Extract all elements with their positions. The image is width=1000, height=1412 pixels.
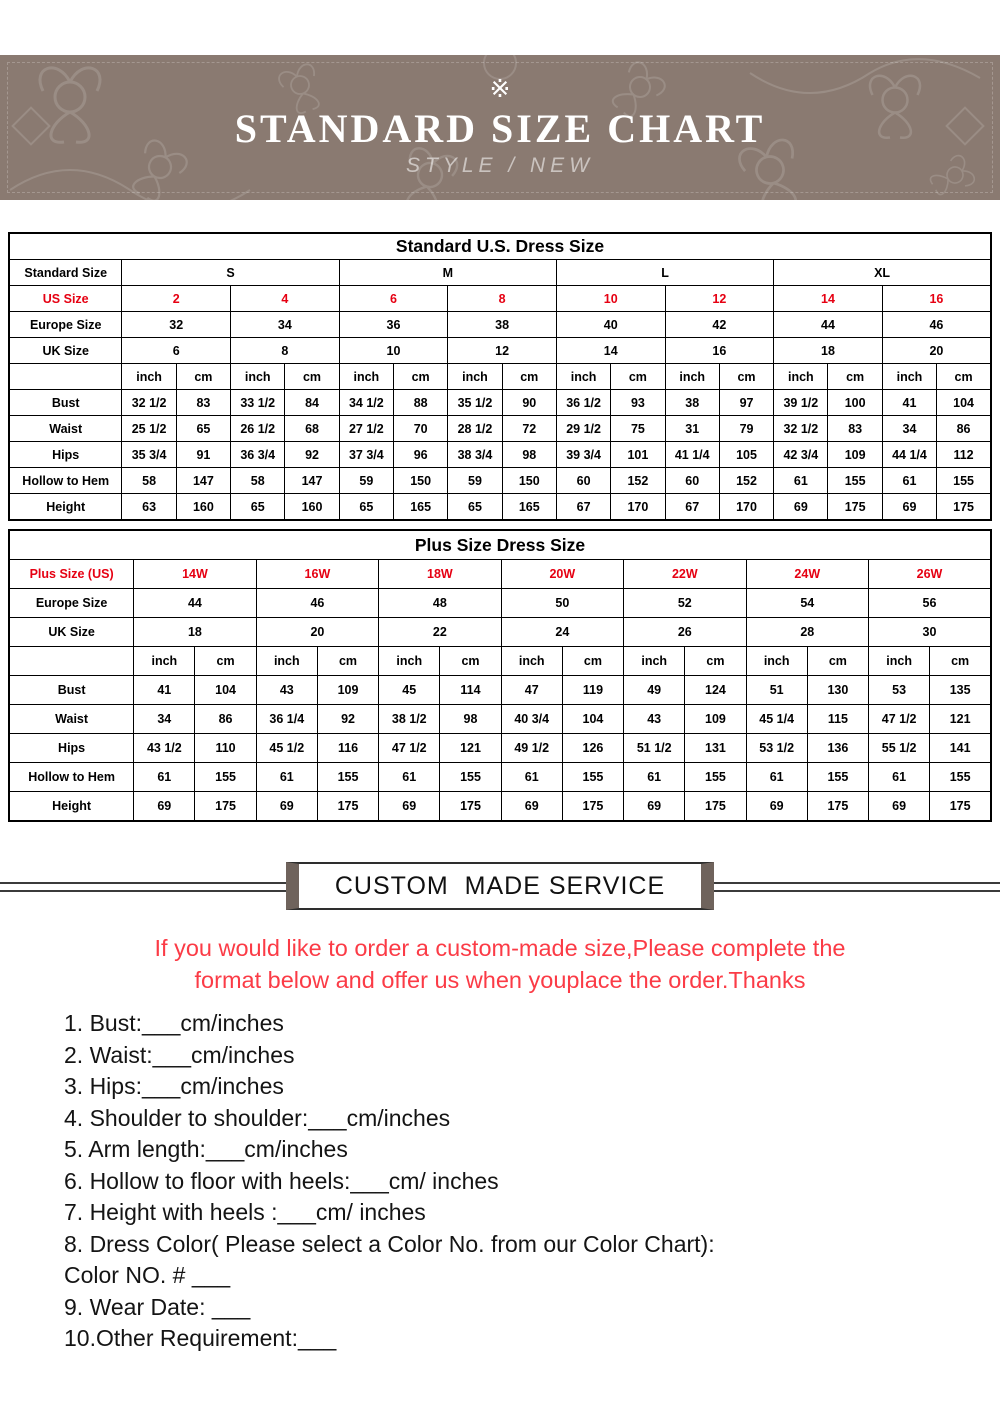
table-cell: Hollow to Hem bbox=[9, 763, 134, 792]
table-row bbox=[9, 390, 991, 416]
table-cell: 109 bbox=[317, 676, 378, 705]
table-cell: 45 1/4 bbox=[746, 705, 807, 734]
table-cell: 155 bbox=[828, 468, 882, 494]
table-cell: 61 bbox=[134, 763, 195, 792]
text-line: If you would like to order a custom-made size,Please complete the bbox=[154, 935, 846, 961]
table-cell: 98 bbox=[502, 442, 556, 468]
table-row bbox=[9, 763, 991, 792]
table-cell: 26 1/2 bbox=[231, 416, 285, 442]
table-cell: inch bbox=[665, 364, 719, 390]
table-cell: 61 bbox=[869, 763, 930, 792]
text-line: 8. Dress Color( Please select a Color No. from our Color Chart): bbox=[64, 1230, 715, 1257]
table-cell: 35 3/4 bbox=[122, 442, 176, 468]
table-cell: 32 1/2 bbox=[122, 390, 176, 416]
table-row bbox=[9, 792, 991, 822]
table-cell: cm bbox=[685, 647, 746, 676]
table-cell: 175 bbox=[937, 494, 991, 521]
table-cell: 14 bbox=[774, 286, 883, 312]
table-cell: 165 bbox=[502, 494, 556, 521]
table-cell: 34 bbox=[231, 312, 340, 338]
table-cell: 20W bbox=[501, 560, 623, 589]
table-cell: cm bbox=[440, 647, 501, 676]
table-cell: Bust bbox=[9, 676, 134, 705]
table-cell: 69 bbox=[379, 792, 440, 822]
table-cell: 92 bbox=[317, 705, 378, 734]
table-cell: 47 1/2 bbox=[379, 734, 440, 763]
table-row bbox=[9, 618, 991, 647]
table-cell: 105 bbox=[719, 442, 773, 468]
table-cell: 65 bbox=[448, 494, 502, 521]
table-cell bbox=[9, 647, 134, 676]
table-cell: 56 bbox=[869, 589, 991, 618]
table-cell: 36 3/4 bbox=[231, 442, 285, 468]
table-cell: 18W bbox=[379, 560, 501, 589]
table-cell: 115 bbox=[807, 705, 868, 734]
table-row bbox=[9, 494, 991, 521]
table-row bbox=[9, 647, 991, 676]
table-cell: 46 bbox=[882, 312, 991, 338]
table-cell: UK Size bbox=[9, 618, 134, 647]
table-cell: 114 bbox=[440, 676, 501, 705]
table-cell: 160 bbox=[176, 494, 230, 521]
custom-made-service-label: CUSTOM MADE SERVICE bbox=[334, 871, 666, 900]
table-cell: Standard U.S. Dress Size bbox=[9, 233, 991, 260]
table-cell: 131 bbox=[685, 734, 746, 763]
table-cell: inch bbox=[869, 647, 930, 676]
table-cell: 155 bbox=[317, 763, 378, 792]
table-cell: 175 bbox=[317, 792, 378, 822]
table-cell: 36 1/2 bbox=[556, 390, 610, 416]
table-cell: 8 bbox=[231, 338, 340, 364]
table-cell: inch bbox=[339, 364, 393, 390]
table-cell: 55 1/2 bbox=[869, 734, 930, 763]
table-cell: 170 bbox=[719, 494, 773, 521]
table-cell: 45 bbox=[379, 676, 440, 705]
table-row bbox=[9, 468, 991, 494]
table-cell: 60 bbox=[556, 468, 610, 494]
text-line: format below and offer us when youplace the order.Thanks bbox=[194, 967, 806, 993]
table-cell: Plus Size Dress Size bbox=[9, 530, 991, 560]
table-cell: 44 1/4 bbox=[882, 442, 936, 468]
table-cell: 58 bbox=[231, 468, 285, 494]
table-cell: 6 bbox=[339, 286, 448, 312]
table-cell: 20 bbox=[882, 338, 991, 364]
table-row bbox=[9, 364, 991, 390]
table-cell: 59 bbox=[339, 468, 393, 494]
table-cell: Standard Size bbox=[9, 260, 122, 286]
table-cell: 16 bbox=[882, 286, 991, 312]
table-cell: 29 1/2 bbox=[556, 416, 610, 442]
table-cell: 44 bbox=[774, 312, 883, 338]
table-cell: 16W bbox=[256, 560, 378, 589]
table-cell: 61 bbox=[774, 468, 828, 494]
table-cell: 75 bbox=[611, 416, 665, 442]
table-cell: 112 bbox=[937, 442, 991, 468]
table-cell: Height bbox=[9, 494, 122, 521]
table-cell: 61 bbox=[501, 763, 562, 792]
table-cell: 121 bbox=[440, 734, 501, 763]
table-cell: 175 bbox=[807, 792, 868, 822]
table-cell: 69 bbox=[774, 494, 828, 521]
table-cell: 65 bbox=[231, 494, 285, 521]
table-cell: cm bbox=[719, 364, 773, 390]
table-cell: 104 bbox=[562, 705, 623, 734]
table-cell: 69 bbox=[882, 494, 936, 521]
table-cell: 36 1/4 bbox=[256, 705, 317, 734]
text-line: Color NO. # ___ bbox=[64, 1262, 231, 1288]
custom-order-note bbox=[0, 932, 1000, 996]
table-cell: 58 bbox=[122, 468, 176, 494]
table-cell: 135 bbox=[930, 676, 991, 705]
text-line: 7. Height with heels :___cm/ inches bbox=[64, 1199, 426, 1225]
table-cell: 86 bbox=[937, 416, 991, 442]
table-cell: 61 bbox=[256, 763, 317, 792]
table-cell: inch bbox=[501, 647, 562, 676]
table-cell: 39 1/2 bbox=[774, 390, 828, 416]
custom-made-service-divider bbox=[0, 862, 1000, 912]
table-cell: 104 bbox=[195, 676, 256, 705]
table-cell: 37 3/4 bbox=[339, 442, 393, 468]
table-cell: 150 bbox=[393, 468, 447, 494]
table-cell: cm bbox=[807, 647, 868, 676]
table-cell: cm bbox=[176, 364, 230, 390]
table-cell: 30 bbox=[869, 618, 991, 647]
table-cell: 39 3/4 bbox=[556, 442, 610, 468]
table-cell: 69 bbox=[134, 792, 195, 822]
table-row bbox=[9, 260, 991, 286]
table-cell: 24W bbox=[746, 560, 868, 589]
table-cell: 104 bbox=[937, 390, 991, 416]
table-cell: cm bbox=[285, 364, 339, 390]
text-line: 2. Waist:___cm/inches bbox=[64, 1041, 295, 1068]
table-cell: 83 bbox=[828, 416, 882, 442]
table-cell: 43 1/2 bbox=[134, 734, 195, 763]
table-cell: inch bbox=[746, 647, 807, 676]
table-cell: 26W bbox=[869, 560, 991, 589]
table-cell: 40 bbox=[556, 312, 665, 338]
table-cell: 136 bbox=[807, 734, 868, 763]
plus-size-table bbox=[8, 529, 992, 822]
table-row bbox=[9, 442, 991, 468]
table-cell: 98 bbox=[440, 705, 501, 734]
table-cell: 49 1/2 bbox=[501, 734, 562, 763]
table-cell: cm bbox=[828, 364, 882, 390]
table-cell: 61 bbox=[882, 468, 936, 494]
table-cell: 50 bbox=[501, 589, 623, 618]
table-cell: 52 bbox=[624, 589, 746, 618]
table-cell: cm bbox=[393, 364, 447, 390]
table-cell: 41 1/4 bbox=[665, 442, 719, 468]
table-cell: 35 1/2 bbox=[448, 390, 502, 416]
table-cell: S bbox=[122, 260, 339, 286]
table-cell: 155 bbox=[930, 763, 991, 792]
table-cell: 130 bbox=[807, 676, 868, 705]
table-cell: 38 bbox=[665, 390, 719, 416]
table-cell: 10 bbox=[556, 286, 665, 312]
table-cell: 38 1/2 bbox=[379, 705, 440, 734]
table-cell: cm bbox=[611, 364, 665, 390]
table-cell: 22 bbox=[379, 618, 501, 647]
table-cell: Plus Size (US) bbox=[9, 560, 134, 589]
table-cell: 93 bbox=[611, 390, 665, 416]
reference-mark-icon: ※ bbox=[489, 75, 511, 103]
banner-content bbox=[0, 55, 1000, 200]
table-cell: 41 bbox=[134, 676, 195, 705]
table-cell: 147 bbox=[285, 468, 339, 494]
table-cell: 38 3/4 bbox=[448, 442, 502, 468]
table-cell: 53 bbox=[869, 676, 930, 705]
table-cell: XL bbox=[774, 260, 991, 286]
table-cell: 48 bbox=[379, 589, 501, 618]
table-cell: 72 bbox=[502, 416, 556, 442]
table-cell: 160 bbox=[285, 494, 339, 521]
standard-us-size-table bbox=[8, 232, 992, 521]
table-cell: 155 bbox=[807, 763, 868, 792]
table-cell: 88 bbox=[393, 390, 447, 416]
table-row bbox=[9, 589, 991, 618]
table-cell: 83 bbox=[176, 390, 230, 416]
table-cell: Waist bbox=[9, 416, 122, 442]
table-cell: 67 bbox=[556, 494, 610, 521]
table-cell: 69 bbox=[256, 792, 317, 822]
table-cell: 110 bbox=[195, 734, 256, 763]
table-cell: 20 bbox=[256, 618, 378, 647]
table-cell: 92 bbox=[285, 442, 339, 468]
table-cell: 175 bbox=[828, 494, 882, 521]
table-cell: 65 bbox=[176, 416, 230, 442]
table-cell: 36 bbox=[339, 312, 448, 338]
table-cell: Europe Size bbox=[9, 312, 122, 338]
table-cell: 170 bbox=[611, 494, 665, 521]
table-cell: 97 bbox=[719, 390, 773, 416]
table-cell: 150 bbox=[502, 468, 556, 494]
table-cell: 49 bbox=[624, 676, 685, 705]
table-cell: 27 1/2 bbox=[339, 416, 393, 442]
custom-made-service-box bbox=[286, 862, 714, 910]
text-line: 1. Bust:___cm/inches bbox=[64, 1010, 284, 1036]
table-cell: 155 bbox=[440, 763, 501, 792]
table-cell: 175 bbox=[685, 792, 746, 822]
table-cell: 51 1/2 bbox=[624, 734, 685, 763]
table-cell: 34 1/2 bbox=[339, 390, 393, 416]
table-cell: cm bbox=[195, 647, 256, 676]
table-cell: 32 bbox=[122, 312, 231, 338]
table-cell: inch bbox=[122, 364, 176, 390]
table-cell: 45 1/2 bbox=[256, 734, 317, 763]
table-cell: 79 bbox=[719, 416, 773, 442]
table-cell: 119 bbox=[562, 676, 623, 705]
table-cell: 44 bbox=[134, 589, 256, 618]
table-cell: cm bbox=[502, 364, 556, 390]
table-cell: 69 bbox=[624, 792, 685, 822]
table-cell: 69 bbox=[501, 792, 562, 822]
table-cell: 28 1/2 bbox=[448, 416, 502, 442]
table-row bbox=[9, 312, 991, 338]
table-cell: 8 bbox=[448, 286, 557, 312]
table-row bbox=[9, 286, 991, 312]
table-cell: 155 bbox=[195, 763, 256, 792]
table-cell: 147 bbox=[176, 468, 230, 494]
table-row bbox=[9, 338, 991, 364]
table-cell: Hollow to Hem bbox=[9, 468, 122, 494]
page-subtitle: STYLE / NEW bbox=[405, 154, 595, 177]
table-cell: inch bbox=[882, 364, 936, 390]
table-cell: inch bbox=[448, 364, 502, 390]
table-cell: 165 bbox=[393, 494, 447, 521]
table-row bbox=[9, 233, 991, 260]
table-cell: 26 bbox=[624, 618, 746, 647]
table-cell: US Size bbox=[9, 286, 122, 312]
table-cell: inch bbox=[624, 647, 685, 676]
table-cell: 43 bbox=[256, 676, 317, 705]
table-cell: inch bbox=[231, 364, 285, 390]
table-cell: 12 bbox=[665, 286, 774, 312]
table-cell: L bbox=[556, 260, 773, 286]
table-cell: 109 bbox=[685, 705, 746, 734]
table-cell: 25 1/2 bbox=[122, 416, 176, 442]
table-cell: 91 bbox=[176, 442, 230, 468]
table-cell: 152 bbox=[719, 468, 773, 494]
table-cell: cm bbox=[317, 647, 378, 676]
table-cell: cm bbox=[930, 647, 991, 676]
table-cell: 33 1/2 bbox=[231, 390, 285, 416]
text-line: 9. Wear Date: ___ bbox=[64, 1293, 251, 1320]
table-cell: 47 bbox=[501, 676, 562, 705]
page-title: STANDARD SIZE CHART bbox=[234, 106, 766, 151]
table-cell: 84 bbox=[285, 390, 339, 416]
table-cell: cm bbox=[562, 647, 623, 676]
table-cell: 68 bbox=[285, 416, 339, 442]
table-cell: inch bbox=[379, 647, 440, 676]
table-cell: 59 bbox=[448, 468, 502, 494]
table-cell: 141 bbox=[930, 734, 991, 763]
table-cell: 124 bbox=[685, 676, 746, 705]
table-cell: 10 bbox=[339, 338, 448, 364]
table-cell: 155 bbox=[685, 763, 746, 792]
table-row bbox=[9, 705, 991, 734]
table-cell: 41 bbox=[882, 390, 936, 416]
table-cell: Bust bbox=[9, 390, 122, 416]
table-cell: 22W bbox=[624, 560, 746, 589]
table-cell: 31 bbox=[665, 416, 719, 442]
table-cell: 152 bbox=[611, 468, 665, 494]
table-cell: 53 1/2 bbox=[746, 734, 807, 763]
table-cell: 14W bbox=[134, 560, 256, 589]
table-cell: 126 bbox=[562, 734, 623, 763]
table-cell: 61 bbox=[379, 763, 440, 792]
table-cell: 4 bbox=[231, 286, 340, 312]
table-cell: 54 bbox=[746, 589, 868, 618]
table-row bbox=[9, 676, 991, 705]
table-cell: 96 bbox=[393, 442, 447, 468]
table-row bbox=[9, 560, 991, 589]
table-cell: 63 bbox=[122, 494, 176, 521]
table-cell: 67 bbox=[665, 494, 719, 521]
table-cell: 12 bbox=[448, 338, 557, 364]
table-row bbox=[9, 416, 991, 442]
table-cell: 116 bbox=[317, 734, 378, 763]
table-cell: 18 bbox=[774, 338, 883, 364]
text-line: 3. Hips:___cm/inches bbox=[64, 1073, 284, 1099]
table-cell: 61 bbox=[746, 763, 807, 792]
table-cell: cm bbox=[937, 364, 991, 390]
table-cell: 16 bbox=[665, 338, 774, 364]
table-cell: 121 bbox=[930, 705, 991, 734]
table-cell: 24 bbox=[501, 618, 623, 647]
table-cell: 34 bbox=[134, 705, 195, 734]
table-cell: Europe Size bbox=[9, 589, 134, 618]
table-cell: 109 bbox=[828, 442, 882, 468]
table-cell: 69 bbox=[869, 792, 930, 822]
table-cell: 28 bbox=[746, 618, 868, 647]
table-cell: 69 bbox=[746, 792, 807, 822]
table-cell: 175 bbox=[440, 792, 501, 822]
table-row bbox=[9, 734, 991, 763]
table-cell: M bbox=[339, 260, 556, 286]
table-cell: 86 bbox=[195, 705, 256, 734]
table-cell: inch bbox=[556, 364, 610, 390]
table-row bbox=[9, 530, 991, 560]
table-cell: inch bbox=[256, 647, 317, 676]
table-cell: 46 bbox=[256, 589, 378, 618]
table-cell: 6 bbox=[122, 338, 231, 364]
table-cell: Waist bbox=[9, 705, 134, 734]
table-cell: 175 bbox=[562, 792, 623, 822]
table-cell: 70 bbox=[393, 416, 447, 442]
table-cell: 175 bbox=[195, 792, 256, 822]
table-cell: 155 bbox=[937, 468, 991, 494]
text-line: 6. Hollow to floor with heels:___cm/ inches bbox=[64, 1167, 499, 1194]
table-cell: inch bbox=[774, 364, 828, 390]
table-cell: 155 bbox=[562, 763, 623, 792]
table-cell: 175 bbox=[930, 792, 991, 822]
table-cell: 60 bbox=[665, 468, 719, 494]
table-cell bbox=[9, 364, 122, 390]
table-cell: 32 1/2 bbox=[774, 416, 828, 442]
table-cell: UK Size bbox=[9, 338, 122, 364]
table-cell: 47 1/2 bbox=[869, 705, 930, 734]
table-cell: 61 bbox=[624, 763, 685, 792]
table-cell: 65 bbox=[339, 494, 393, 521]
table-cell: 90 bbox=[502, 390, 556, 416]
table-cell: 38 bbox=[448, 312, 557, 338]
table-cell: 51 bbox=[746, 676, 807, 705]
table-cell: 43 bbox=[624, 705, 685, 734]
table-cell: 34 bbox=[882, 416, 936, 442]
table-cell: 40 3/4 bbox=[501, 705, 562, 734]
table-cell: 101 bbox=[611, 442, 665, 468]
table-cell: 42 3/4 bbox=[774, 442, 828, 468]
text-line: 10.Other Requirement:___ bbox=[64, 1325, 337, 1351]
table-cell: Height bbox=[9, 792, 134, 822]
table-cell: Hips bbox=[9, 734, 134, 763]
text-line: 4. Shoulder to shoulder:___cm/inches bbox=[64, 1104, 451, 1131]
table-cell: 42 bbox=[665, 312, 774, 338]
table-cell: 2 bbox=[122, 286, 231, 312]
table-cell: 14 bbox=[556, 338, 665, 364]
text-line: 5. Arm length:___cm/inches bbox=[64, 1136, 348, 1162]
banner bbox=[0, 55, 1000, 200]
measurement-list bbox=[64, 1008, 1000, 1355]
table-cell: 18 bbox=[134, 618, 256, 647]
table-cell: Hips bbox=[9, 442, 122, 468]
table-cell: inch bbox=[134, 647, 195, 676]
table-cell: 100 bbox=[828, 390, 882, 416]
